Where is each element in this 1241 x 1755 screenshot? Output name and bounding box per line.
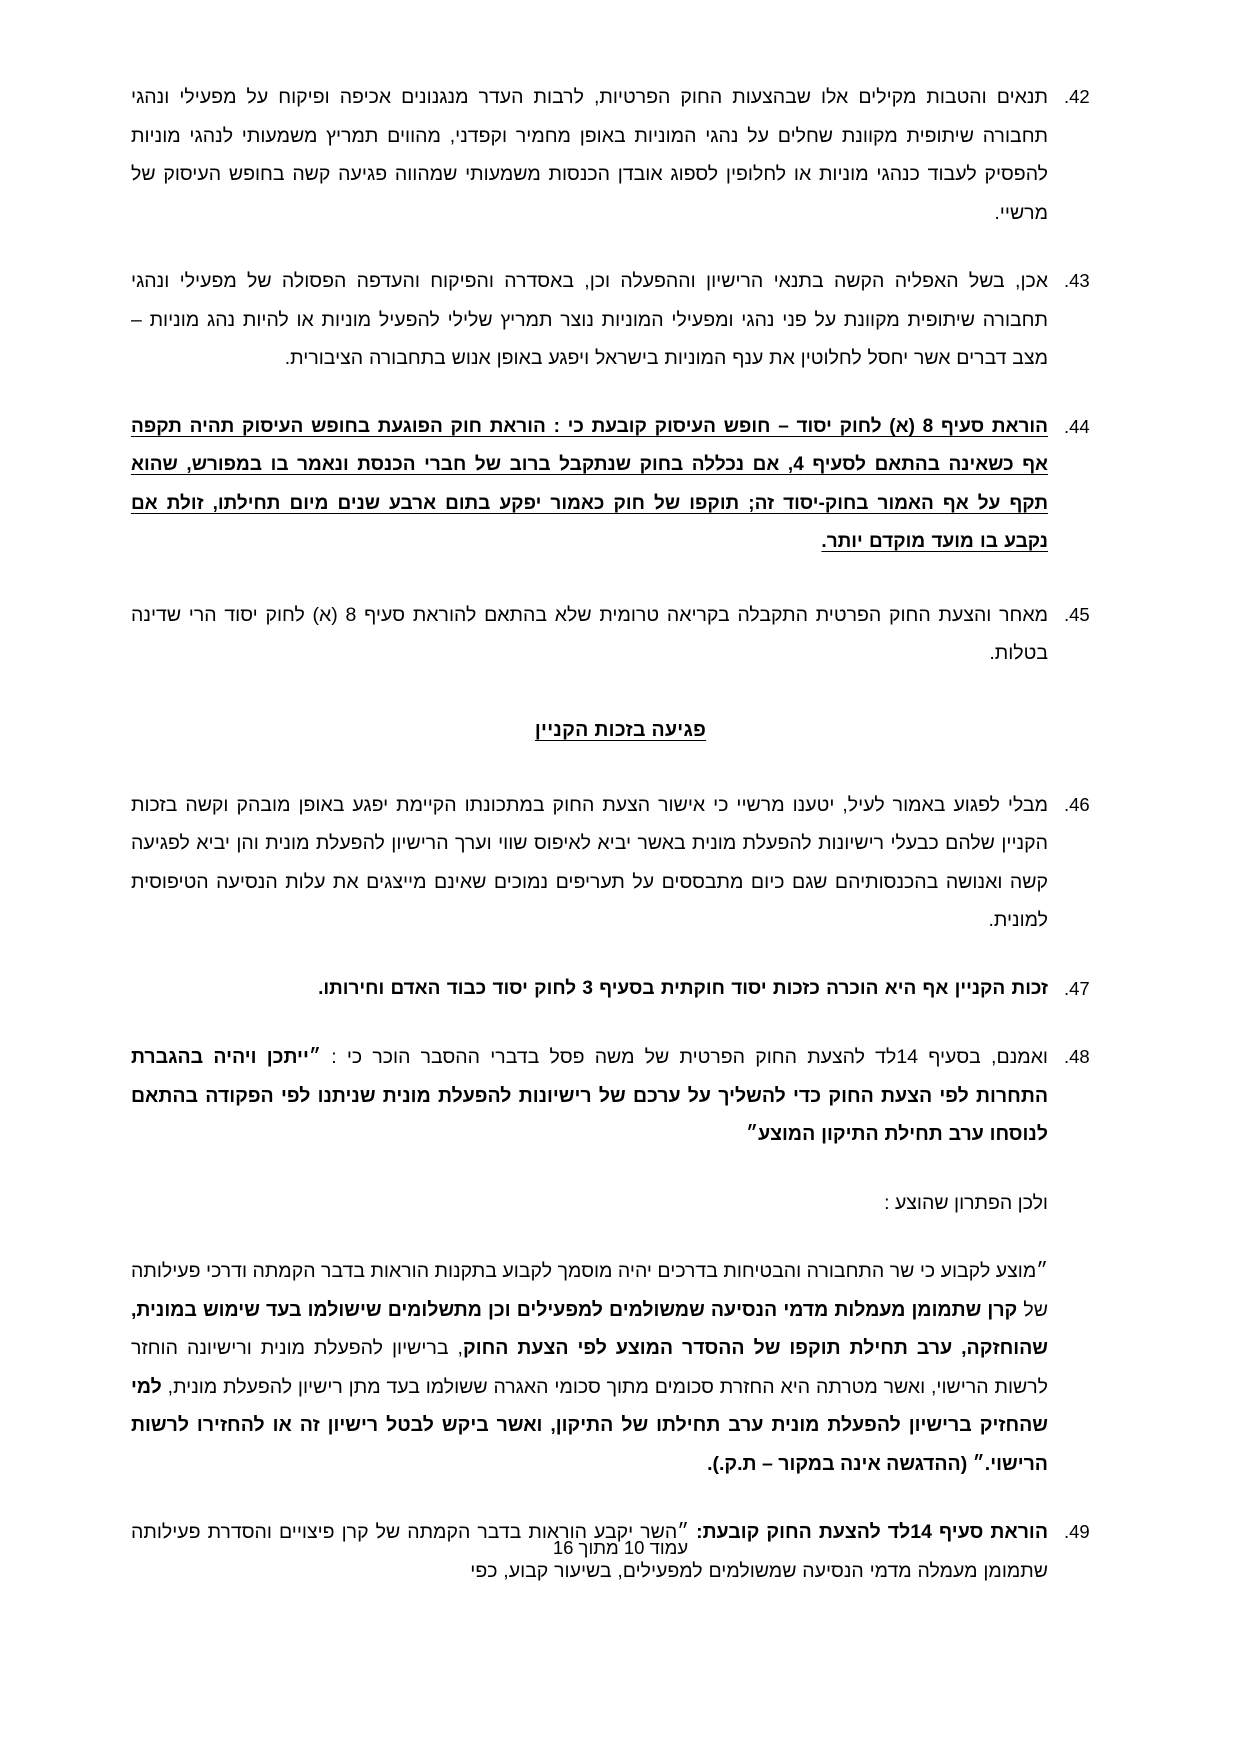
page-footer: עמוד 10 מתוך 16 <box>552 1537 689 1558</box>
paragraph-45 <box>131 596 1110 673</box>
quote-segment-1: ״מוצע לקבוע כי שר התחבורה והבטיחות בדרכים יהיה מוסמך לקבוע בתקנות הוראות בדבר הקמתה ודרכי פעילותה של <box>131 1260 1048 1321</box>
paragraph-42 <box>131 78 1110 232</box>
paragraph-text: מבלי לפגוע באמור לעיל, יטענו מרשיי כי אישור הצעת החוק במתכונתו הקיימת יפגע באופן מובהק וקשה בזכות הקניין שלהם כבעלי רישיונות להפעלת מונית באשר יביא לאיפוס שווי וערך הרישיון להפעלת מונית והן יביא לפגיעה קשה ואנושה בהכנסותיהם שגם כיום מתבססים על תעריפים נמוכים שאינם מייצגים את עלות הנסיעה הטיפוסית למונית. <box>131 793 1048 931</box>
quote-segment-3: , ברישיון להפעלת מונית ורישיונה הוחזר לרשות הרישוי, ואשר מטרתה היא החזרת סכומים מתוך סכומי האגרה ששולמו בעד מתן רישיון להפעלת מונית, <box>131 1337 1048 1398</box>
paragraph-text: מאחר והצעת החוק הפרטית התקבלה בקריאה טרומית שלא בהתאם להוראת סעיף 8 (א) לחוק יסוד הרי שדינה בטלות. <box>131 603 1049 664</box>
paragraph-number: .44 <box>1064 415 1090 437</box>
paragraph-text: תנאים והטבות מקילים אלו שבהצעות החוק הפרטיות, לרבות העדר מנגנונים אכיפה ופיקוח על מפעילי ונהגי תחבורה שיתופית מקוונת שחלים על נהגי המוניות באופן מחמיר וקפדני, מהווים תמריץ משמעותי לנהגי מוניות להפסיק לעבוד כנהגי מוניות או לחלופין לספוג אובדן הכנסות משמעותי שמהווה פגיעה קשה בחופש העיסוק של מרשיי. <box>131 86 1048 224</box>
paragraph-48-lead: ואמנם, בסעיף 14לד להצעת החוק הפרטית של משה פסל בדברי ההסבר הוכר כי : <box>321 1046 1048 1068</box>
paragraph-text <box>131 408 1048 562</box>
quote-segment-4-bold: למי שהחזיק ברישיון להפעלת מונית ערב תחילתו של התיקון, ואשר ביקש לבטל רישיון זה או להחזירו לרשות הרישוי.״ (ההדגשה אינה במקור – ת.ק.). <box>131 1375 1048 1475</box>
paragraph-49-rest: ״השר יקבע הוראות בדבר הקמתה של קרן פיצויים והסדרת פעילותה שתמומן מעמלה מדמי הנסיעה שמשולמים למפעילים, בשיעור קבוע, כפי <box>131 1521 1048 1582</box>
section-heading: פגיעה בזכות הקניין <box>534 718 707 741</box>
paragraph-47 <box>131 970 1110 1009</box>
paragraph-text: אכן, בשל האפליה הקשה בתנאי הרישיון וההפעלה וכן, באסדרה והפיקוח והעדפה הפסולה של מפעילי ונהגי תחבורה שיתופית מקוונת על פני נהגי ומפעילי המוניות נוצר תמריץ שלילי להפעיל מוניות או להיות נהג מוניות – מצב דברים אשר יחסל לחלוטין את ענף המוניות בישראל ויפגע באופן אנוש בתחבורה הציבורית. <box>131 270 1048 369</box>
paragraph-48-quote: ״ייתכן ויהיה בהגברת התחרות לפי הצעת החוק כדי להשליך על ערכם של רישיונות להפעלת מונית שניתנו לפי הפקודה בהתאם לנוסחו ערב תחילת התיקון המוצע״ <box>131 1046 1048 1145</box>
paragraph-number: .49 <box>1064 1521 1090 1542</box>
paragraph-43 <box>131 262 1110 378</box>
quoted-passage <box>131 1252 1048 1483</box>
document-content <box>131 78 1110 1620</box>
paragraph-number: .48 <box>1064 1046 1090 1067</box>
paragraph-48 <box>131 1038 1110 1154</box>
paragraph-text: זכות הקניין אף היא הוכרה כזכות יסוד חוקתית בסעיף 3 לחוק יסוד כבוד האדם וחירותו. <box>318 977 1048 999</box>
paragraph-44-quote: הוראת חוק הפוגעת בחופש העיסוק תהיה תקפה אף כשאינה בהתאם לסעיף 4, אם נכללה בחוק שנתקבל ברוב של חברי הכנסת ונאמר בו במפורש, שהוא תקף על אף האמור בחוק-יסוד זה; תוקפו של חוק כאמור יפקע בתום ארבע שנים מיום תחילתו, זולת אם נקבע בו מועד מוקדם יותר. <box>131 415 1048 552</box>
paragraph-44-lead: הוראת סעיף 8 (א) לחוק יסוד – חופש העיסוק קובעת כי : <box>545 415 1048 437</box>
paragraph-number: .45 <box>1064 603 1090 625</box>
paragraph-number: .47 <box>1064 977 1090 999</box>
paragraph-44 <box>131 408 1110 562</box>
paragraph-number: .42 <box>1064 86 1090 107</box>
paragraph-text <box>131 1038 1048 1154</box>
paragraph-number: .46 <box>1064 793 1090 815</box>
solution-intro: ולכן הפתרון שהוצע : <box>884 1191 1048 1214</box>
paragraph-49-lead-bold: הוראת סעיף 14לד להצעת החוק קובעת: <box>689 1521 1048 1543</box>
paragraph-number: .43 <box>1064 270 1090 291</box>
quote-segment-2-bold: קרן שתמומן מעמלות מדמי הנסיעה שמשולמים למפעילים וכן מתשלומים שישולמו בעד שימוש במונית, שהוחזקה, ערב תחילת תוקפו של ההסדר המוצע לפי הצעת החוק <box>131 1298 1048 1359</box>
paragraph-46 <box>131 786 1110 940</box>
